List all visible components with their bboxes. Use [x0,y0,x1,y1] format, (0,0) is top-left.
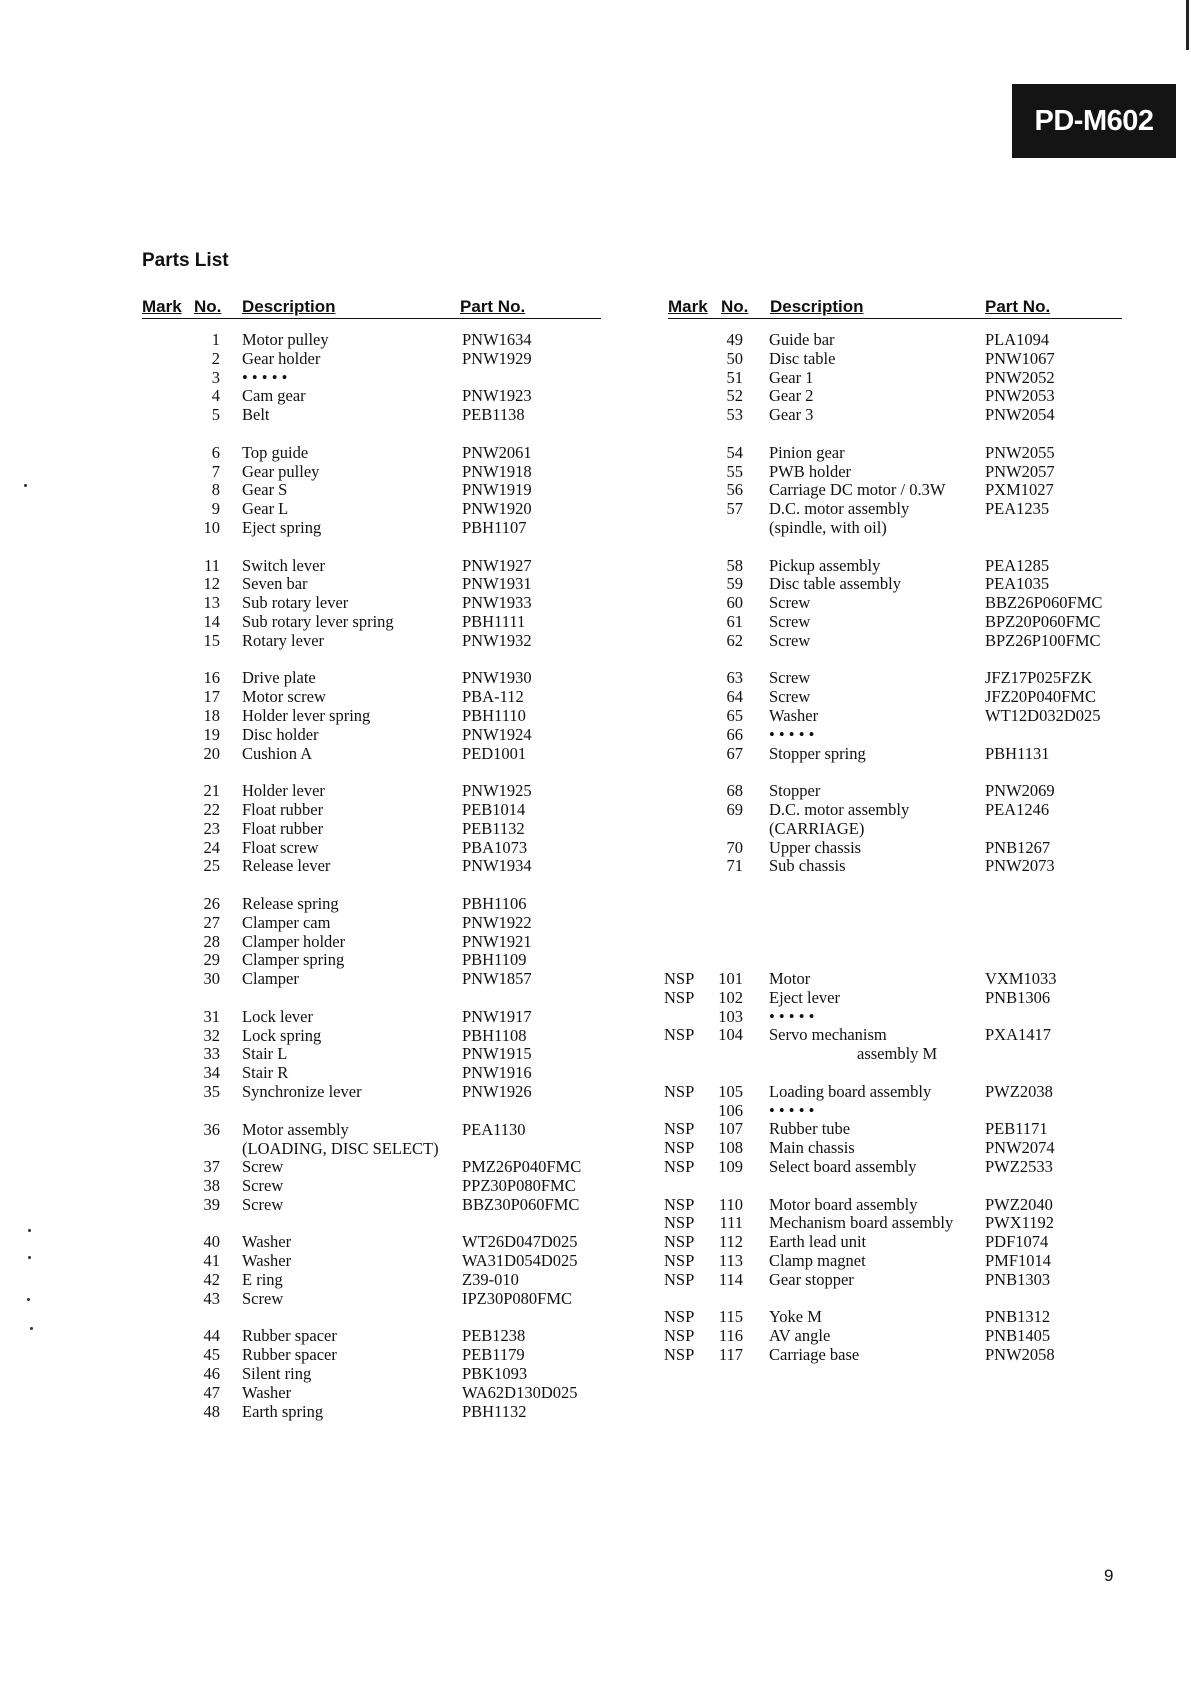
part-number-index: 67 [726,743,743,763]
part-code: PNW1634 [462,330,532,349]
part-code: PBH1107 [462,518,527,537]
part-description: Motor screw [242,687,326,707]
part-description: Top guide [242,442,309,462]
part-number-index: 102 [718,987,743,1007]
header-part-no: Part No. [985,297,1051,316]
part-description: Washer [769,706,819,725]
part-code: PBA-112 [462,687,524,707]
part-code: PNW1931 [462,574,532,594]
part-description: Release lever [242,856,331,876]
part-mark: NSP [664,1081,695,1101]
header-description: Description [242,297,336,316]
part-number-index: 47 [203,1382,220,1402]
part-description: Motor [769,969,811,988]
part-mark: NSP [664,969,695,988]
part-number-index: 29 [203,950,220,970]
part-code: BPZ20P060FMC [985,612,1101,631]
part-code: PNW1926 [462,1082,532,1101]
part-description: Screw [242,1157,284,1177]
part-code: PNW1932 [462,630,532,650]
part-description: Stair R [242,1063,289,1083]
part-number-index: 9 [211,499,220,519]
part-code: PWZ2533 [985,1157,1053,1176]
part-description: Gear holder [242,348,321,368]
header-mark: Mark [142,297,182,316]
part-code: PNB1267 [985,837,1051,857]
part-number-index: 69 [726,800,743,819]
part-description: Gear L [242,499,289,519]
part-code: BBZ30P060FMC [462,1194,580,1214]
part-code: PNW2061 [462,442,532,462]
part-number-index: 24 [203,837,220,857]
part-description: Earth spring [242,1401,324,1421]
part-code: PEA1035 [985,574,1050,594]
scan-speck [28,1229,31,1232]
part-code: PWX1192 [985,1213,1055,1233]
part-code: PPZ30P080FMC [462,1176,576,1195]
part-description: Stair L [242,1044,288,1064]
header-rule [668,318,1122,319]
part-code: PNW2057 [985,461,1055,481]
part-number-index: 14 [203,612,220,631]
part-description: • • • • • [769,724,815,744]
part-description: Clamp magnet [769,1251,866,1270]
part-number-index: 1 [211,330,220,349]
part-description: Disc table [769,348,836,368]
part-description: Release spring [242,894,339,913]
part-description: Stopper spring [769,743,866,763]
page-title: Parts List [142,250,229,271]
part-code: PNW2069 [985,781,1055,801]
part-description: Float screw [242,837,319,857]
part-description: Belt [242,405,270,425]
part-description: Motor board assembly [769,1194,918,1214]
part-description: Earth lead unit [769,1232,867,1252]
part-number-index: 45 [203,1345,220,1365]
part-code: PNW2054 [985,405,1055,425]
part-mark: NSP [664,1345,695,1364]
part-code: PBH1109 [462,950,527,970]
part-number-index: 27 [203,912,220,932]
part-code: PMZ26P040FMC [462,1157,582,1177]
part-description: Pickup assembly [769,555,881,575]
part-code: PBH1108 [462,1025,527,1045]
part-description: Clamper holder [242,931,346,951]
part-number-index: 3 [211,367,220,387]
part-code: PNW1925 [462,781,532,801]
part-description: Screw [769,593,811,613]
part-mark: NSP [664,1251,695,1270]
part-code: PNW1930 [462,668,532,688]
part-description: Gear pulley [242,461,320,481]
part-code: JFZ17P025FZK [985,668,1093,688]
part-description: E ring [242,1270,283,1289]
part-number-index: 101 [718,969,743,988]
part-mark: NSP [664,1326,695,1346]
part-description: Eject spring [242,518,322,537]
part-code: PLA1094 [985,330,1050,349]
part-code: PNB1405 [985,1326,1051,1346]
part-code: PEA1235 [985,499,1050,519]
part-code: PBK1093 [462,1364,528,1383]
part-number-index: 37 [203,1157,220,1177]
header-mark: Mark [668,297,708,316]
part-number-index: 13 [203,593,220,613]
part-number-index: 62 [726,630,743,650]
part-number-index: 8 [211,480,220,500]
part-number-index: 41 [203,1251,220,1271]
scan-speck [28,1256,31,1259]
part-mark: NSP [664,1157,695,1176]
part-description: Sub chassis [769,856,846,876]
part-code: PNW1927 [462,555,532,575]
part-code: PED1001 [462,743,527,763]
part-number-index: 61 [726,612,743,631]
part-code: PDF1074 [985,1232,1049,1252]
part-number-index: 22 [203,800,220,819]
part-mark: NSP [664,1194,695,1214]
part-description: Carriage DC motor / 0.3W [769,480,946,500]
part-description: D.C. motor assembly [769,800,910,819]
part-number-index: 66 [726,724,743,744]
part-description: Holder lever spring [242,706,371,725]
part-description: Rubber spacer [242,1326,337,1346]
part-code: PEA1130 [462,1119,526,1139]
part-number-index: 40 [203,1232,220,1252]
part-number-index: 104 [718,1025,743,1045]
part-description: PWB holder [769,461,852,481]
part-code: PNB1312 [985,1307,1051,1327]
part-code: PNW2053 [985,386,1055,406]
part-number-index: 116 [718,1326,743,1346]
part-description-continued: assembly M [857,1044,938,1064]
part-number-index: 54 [726,442,743,462]
part-description: Washer [242,1232,292,1252]
part-description: Loading board assembly [769,1081,932,1101]
part-number-index: 28 [203,931,220,951]
part-code: PNW2052 [985,367,1055,387]
part-code: PMF1014 [985,1251,1052,1270]
part-code: PEA1285 [985,555,1050,575]
part-code: PBA1073 [462,837,528,857]
part-description: Washer [242,1251,292,1271]
part-number-index: 57 [726,499,743,519]
part-description: Screw [242,1176,284,1195]
part-description: Sub rotary lever [242,593,349,613]
model-badge: PD-M602 [1012,84,1176,158]
part-code: PNW1917 [462,1006,532,1026]
part-description: Lock spring [242,1025,322,1045]
part-description: Motor assembly [242,1119,349,1139]
part-number-index: 52 [726,386,743,406]
part-code: PEB1179 [462,1345,525,1365]
part-description: Pinion gear [769,442,845,462]
part-number-index: 34 [203,1063,220,1083]
part-description: Motor pulley [242,330,329,349]
part-number-index: 26 [203,894,220,913]
part-number-index: 109 [718,1157,743,1176]
part-number-index: 117 [718,1345,743,1364]
part-code: PXA1417 [985,1025,1052,1045]
part-number-index: 49 [726,330,743,349]
scan-speck [30,1327,33,1330]
part-number-index: 15 [203,630,220,650]
part-number-index: 106 [718,1100,743,1120]
part-number-index: 10 [203,518,220,537]
part-number-index: 44 [203,1326,220,1346]
part-description: Clamper [242,969,299,989]
part-code: JFZ20P040FMC [985,687,1096,707]
part-code: PNW1919 [462,480,532,500]
part-number-index: 12 [203,574,220,594]
part-number-index: 23 [203,818,220,838]
part-number-index: 59 [726,574,743,594]
part-mark: NSP [664,1025,695,1045]
part-number-index: 114 [718,1269,743,1289]
part-number-index: 113 [718,1251,743,1270]
part-code: PNW1857 [462,969,532,989]
part-mark: NSP [664,1138,695,1158]
part-code: PNW1922 [462,912,532,932]
part-number-index: 60 [726,593,743,613]
part-number-index: 42 [203,1270,220,1289]
part-code: Z39-010 [462,1270,519,1289]
part-description: Screw [769,630,811,650]
part-code: PEB1014 [462,800,526,819]
part-mark: NSP [664,1307,695,1327]
part-description: Guide bar [769,330,835,349]
part-code: PBH1131 [985,743,1050,763]
part-mark: NSP [664,1269,695,1289]
part-code: PEB1238 [462,1326,526,1346]
part-number-index: 2 [211,348,220,368]
part-code: VXM1033 [985,969,1057,988]
part-description: Yoke M [769,1307,822,1327]
part-number-index: 103 [718,1006,743,1026]
part-code: PNW1929 [462,348,532,368]
part-number-index: 38 [203,1176,220,1195]
part-number-index: 39 [203,1194,220,1214]
part-number-index: 53 [726,405,743,425]
part-description: Screw [769,612,811,631]
part-number-index: 111 [719,1213,743,1233]
part-description: Lock lever [242,1006,314,1026]
part-description: Stopper [769,781,821,801]
part-number-index: 112 [718,1232,743,1252]
part-code: PXM1027 [985,480,1054,500]
part-description: Disc holder [242,724,319,744]
part-code: PNW1920 [462,499,532,519]
part-description: Upper chassis [769,837,862,857]
part-number-index: 107 [718,1119,743,1139]
part-code: BBZ26P060FMC [985,593,1103,613]
part-description: Holder lever [242,781,325,801]
part-description: Drive plate [242,668,316,688]
part-code: PNW2055 [985,442,1055,462]
part-number-index: 21 [203,781,220,801]
part-description: Screw [769,687,811,707]
part-number-index: 71 [726,856,743,876]
part-description: Disc table assembly [769,574,901,594]
part-number-index: 31 [203,1006,220,1026]
part-description: Clamper spring [242,950,345,970]
part-number-index: 55 [726,461,743,481]
part-number-index: 36 [203,1119,220,1139]
part-code: PNW1915 [462,1044,532,1064]
part-description-continued: (spindle, with oil) [769,518,887,538]
part-description: Screw [769,668,811,688]
header-rule [142,318,601,319]
part-mark: NSP [664,987,695,1007]
part-code: WT26D047D025 [462,1232,578,1252]
part-number-index: 65 [726,706,743,725]
part-number-index: 25 [203,856,220,876]
part-number-index: 19 [203,724,220,744]
part-description: Seven bar [242,574,308,594]
part-code: WA31D054D025 [462,1251,578,1271]
part-mark: NSP [664,1119,695,1139]
part-number-index: 7 [211,461,220,481]
part-number-index: 110 [718,1194,743,1214]
page-number: 9 [1104,1566,1114,1585]
part-code: PWZ2040 [985,1194,1053,1214]
edge-mark [1186,0,1189,50]
part-description: Screw [242,1194,284,1214]
part-description: Rotary lever [242,630,325,650]
part-code: IPZ30P080FMC [462,1288,573,1308]
part-description: Gear 3 [769,405,814,425]
part-description: Cam gear [242,386,306,406]
part-description: Rubber spacer [242,1345,337,1365]
part-description: Washer [242,1382,292,1402]
part-number-index: 51 [726,367,743,387]
part-code: PNW1933 [462,593,532,613]
part-description: Gear S [242,480,288,500]
part-description: Clamper cam [242,912,331,932]
part-description: Screw [242,1288,284,1308]
header-part-no: Part No. [460,297,526,316]
part-number-index: 30 [203,969,220,989]
part-code: PNW1067 [985,348,1055,368]
part-number-index: 5 [211,405,220,425]
part-code: PNW1921 [462,931,532,951]
part-number-index: 33 [203,1044,220,1064]
part-description: Float rubber [242,818,324,838]
part-code: PNW2058 [985,1345,1055,1364]
part-number-index: 56 [726,480,743,500]
part-number-index: 48 [203,1401,220,1421]
part-description: Rubber tube [769,1119,851,1139]
part-code: PNB1303 [985,1269,1051,1289]
header-no: No. [194,297,222,316]
part-code: WA62D130D025 [462,1382,578,1402]
part-code: PNW2073 [985,856,1055,876]
part-number-index: 68 [726,781,743,801]
part-description: Servo mechanism [769,1025,887,1045]
part-description-continued: (LOADING, DISC SELECT) [242,1138,439,1158]
part-number-index: 16 [203,668,220,688]
part-code: PEB1138 [462,405,525,425]
part-description: Carriage base [769,1345,860,1364]
part-mark: NSP [664,1213,695,1233]
part-code: PNB1306 [985,987,1051,1007]
part-description: Gear stopper [769,1269,854,1289]
part-number-index: 46 [203,1364,220,1383]
part-number-index: 64 [726,687,743,707]
part-description: Cushion A [242,743,313,763]
part-number-index: 4 [211,386,220,406]
part-number-index: 11 [204,555,220,575]
part-description: • • • • • [769,1006,815,1026]
part-code: BPZ26P100FMC [985,630,1101,650]
part-code: PEA1246 [985,800,1050,819]
part-description-continued: (CARRIAGE) [769,819,865,838]
header-no: No. [721,297,749,316]
part-number-index: 50 [726,348,743,368]
part-description: Eject lever [769,987,840,1007]
part-description: Sub rotary lever spring [242,612,394,631]
part-description: Silent ring [242,1364,312,1383]
part-code: PNW1924 [462,724,532,744]
part-code: PEB1132 [462,818,525,838]
part-mark: NSP [664,1232,695,1252]
part-description: D.C. motor assembly [769,499,910,519]
part-number-index: 108 [718,1138,743,1158]
part-description: Mechanism board assembly [769,1213,954,1233]
part-description: Select board assembly [769,1157,917,1176]
scan-speck [27,1298,30,1301]
part-number-index: 32 [203,1025,220,1045]
part-description: Gear 1 [769,367,814,387]
part-code: PNW1916 [462,1063,532,1083]
part-code: PNW1934 [462,856,532,876]
part-description: AV angle [769,1326,831,1346]
part-number-index: 6 [211,442,220,462]
part-code: PNW1923 [462,386,532,406]
part-code: PBH1132 [462,1401,527,1421]
part-number-index: 43 [203,1288,220,1308]
part-number-index: 35 [203,1082,220,1101]
part-number-index: 58 [726,555,743,575]
part-code: PNW2074 [985,1138,1055,1158]
part-code: PBH1110 [462,706,526,725]
part-code: WT12D032D025 [985,706,1101,725]
scan-speck [24,484,27,487]
part-number-index: 17 [203,687,220,707]
part-description: Switch lever [242,555,325,575]
part-description: Main chassis [769,1138,855,1158]
part-number-index: 105 [718,1081,743,1101]
part-code: PBH1111 [462,612,526,631]
part-description: Gear 2 [769,386,814,406]
part-code: PWZ2038 [985,1081,1053,1101]
part-description: • • • • • [242,367,288,387]
header-description: Description [770,297,864,316]
part-code: PNW1918 [462,461,532,481]
part-number-index: 18 [203,706,220,725]
part-description: • • • • • [769,1100,815,1120]
part-code: PEB1171 [985,1119,1048,1139]
part-number-index: 63 [726,668,743,688]
part-number-index: 115 [718,1307,743,1327]
part-description: Float rubber [242,800,324,819]
part-number-index: 70 [726,837,743,857]
part-number-index: 20 [203,743,220,763]
part-code: PBH1106 [462,894,527,913]
part-description: Synchronize lever [242,1082,362,1101]
